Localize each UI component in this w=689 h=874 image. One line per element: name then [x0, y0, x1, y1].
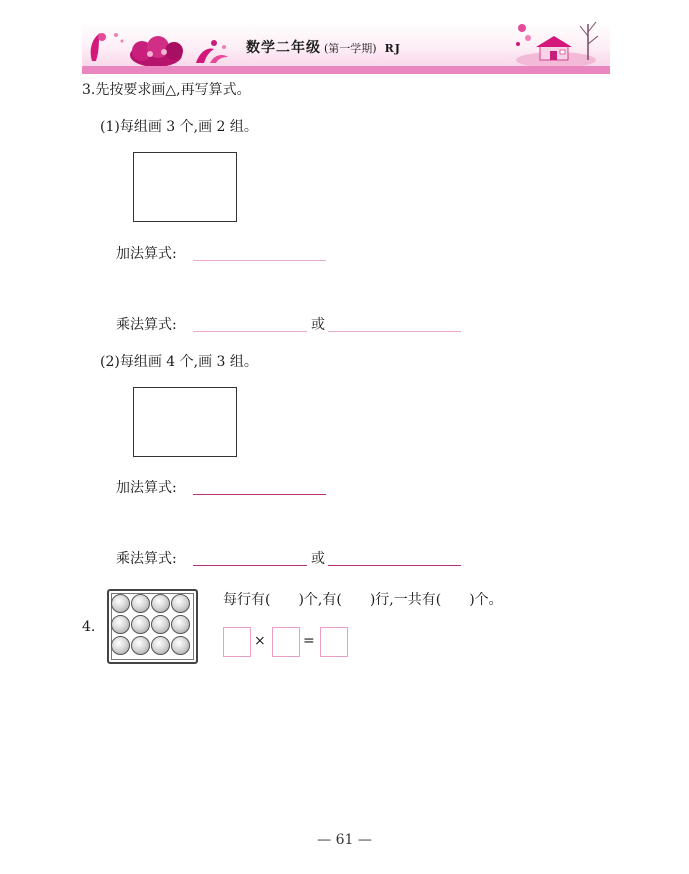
ball-icon: [131, 636, 150, 655]
multiplication-answer-line-2-part1[interactable]: [328, 331, 461, 332]
times-sign: ×: [254, 633, 266, 649]
multiplication-answer-line-1-part2[interactable]: [193, 565, 307, 566]
question-3-part2-title: (2)每组画 4 个,画 3 组。: [100, 354, 258, 370]
or-label-part2: 或: [311, 551, 325, 567]
or-label-part1: 或: [311, 317, 325, 333]
multiplication-label-part2: 乘法算式:: [116, 551, 177, 567]
header-title-text: 数学二年级: [246, 40, 321, 56]
ball-icon: [151, 636, 170, 655]
ball-icon: [171, 615, 190, 634]
addition-label-part2: 加法算式:: [116, 480, 177, 496]
multiplication-answer-line-1-part1[interactable]: [193, 331, 307, 332]
answer-box-product[interactable]: [320, 627, 348, 657]
ball-icon: [171, 594, 190, 613]
header-rule: [82, 66, 610, 74]
multiplication-label-part1: 乘法算式:: [116, 317, 177, 333]
answer-box-factor-2[interactable]: [272, 627, 300, 657]
page-header-title: [246, 37, 401, 61]
ball-icon: [131, 594, 150, 613]
answer-box-factor-1[interactable]: [223, 627, 251, 657]
question-4-sentence: 每行有( )个,有( )行,一共有( )个。: [223, 592, 503, 608]
multiplication-answer-line-2-part2[interactable]: [328, 565, 461, 566]
addition-answer-line-part2[interactable]: [193, 494, 326, 495]
question-4-number: 4.: [82, 619, 96, 635]
ball-icon: [131, 615, 150, 634]
ball-icon: [151, 615, 170, 634]
addition-label-part1: 加法算式:: [116, 246, 177, 262]
equals-sign: =: [303, 633, 315, 649]
ball-icon: [151, 594, 170, 613]
ball-icon: [171, 636, 190, 655]
ball-icon: [111, 594, 130, 613]
question-3-part1-title: (1)每组画 3 个,画 2 组。: [100, 119, 258, 135]
drawing-box-part1[interactable]: [133, 152, 237, 222]
page-number: — 61 —: [317, 832, 372, 848]
drawing-box-part2[interactable]: [133, 387, 237, 457]
question-3-title: 3.先按要求画△,再写算式。: [82, 82, 251, 98]
ball-grid: [111, 594, 191, 657]
house-tree-decoration-icon: [512, 14, 610, 68]
ball-icon: [111, 615, 130, 634]
ball-icon: [111, 636, 130, 655]
flower-decoration-icon: [84, 27, 244, 67]
header-subtitle: (第一学期): [324, 42, 377, 55]
header-code: RJ: [384, 42, 401, 55]
addition-answer-line-part1[interactable]: [193, 260, 326, 261]
